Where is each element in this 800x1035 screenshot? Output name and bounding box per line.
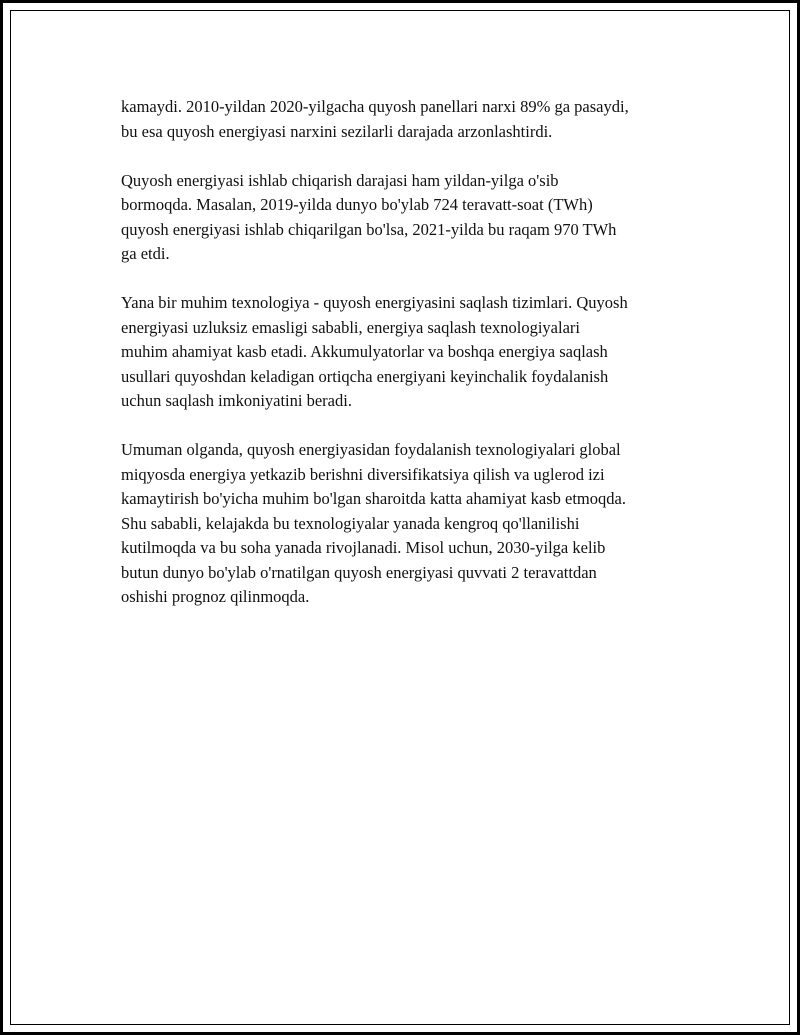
paragraph-2: Quyosh energiyasi ishlab chiqarish darajasi ham yildan-yilga o'sib bormoqda. Masalan, 2019-yilda dunyo bo'ylab 724 teravatt-soat (TWh) quyosh energiyasi ishlab chiqarilgan bo'lsa, 2021-yilda bu raqam 970 TWh ga etdi. xyxy=(121,170,617,263)
paragraph-4: Umuman olganda, quyosh energiyasidan foydalanish texnologiyalari global miqyosda energiya yetkazib berishni diversifikatsiya qilish va uglerod izi kamaytirish bo'yicha muhim bo'lgan sharoitda katta ahamiyat kasb etmoqda. Shu sababli, kelajakda bu texnologiyalar yanada kengroq qo'llanilishi kutilmoqda va bu soha yanada rivojlanadi. Misol uchun, 2030-yilga kelib butun dunyo bo'ylab o'rnatilgan quyosh energiyasi quvvati 2 teravattdan oshishi prognoz qilinmoqda. xyxy=(121,440,626,606)
paragraph-1: kamaydi. 2010-yildan 2020-yilgacha quyosh panellari narxi 89% ga pasaydi, bu esa quyosh energiyasi narxini sezilarli darajada arzonlashtirdi. xyxy=(121,97,629,141)
paragraph-3: Yana bir muhim texnologiya - quyosh energiyasini saqlash tizimlari. Quyosh energiyasi uzluksiz emasligi sababli, energiya saqlash texnologiyalari muhim ahamiyat kasb etadi. Akkumulyatorlar va boshqa energiya saqlash usullari quyoshdan keladigan ortiqcha energiyani keyinchalik foydalanish uchun saqlash imkoniyatini beradi. xyxy=(121,293,628,410)
document-body xyxy=(121,95,701,634)
